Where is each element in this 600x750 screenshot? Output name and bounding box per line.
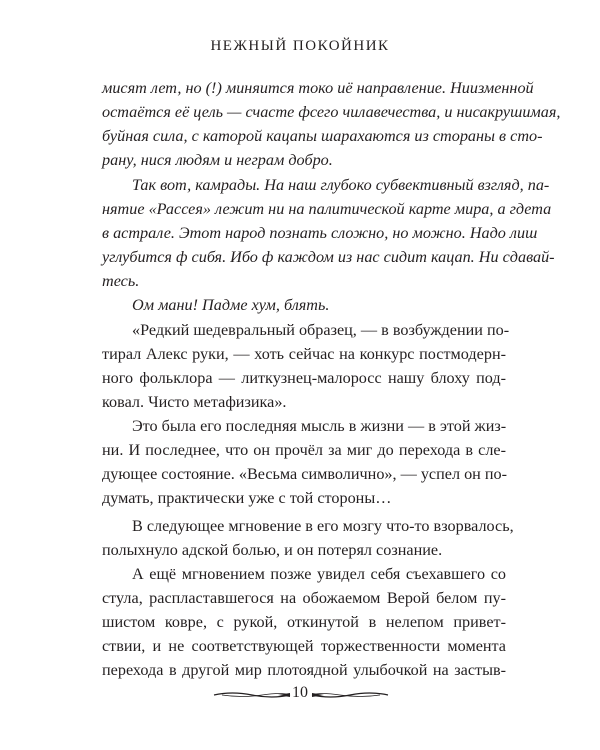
text-line: думать, практически уже с той стороны… <box>102 489 392 507</box>
paragraph-6 <box>102 514 514 562</box>
text-line: шистом ковре, с рукой, откинутой в нелепом привет- <box>102 613 506 631</box>
text-line: Это была его последняя мысль в жизни — в этой жиз- <box>132 417 507 435</box>
text-line: в астрале. Этот народ познать сложно, но можно. Надо лиш <box>102 224 538 242</box>
paragraph-2 <box>102 173 555 293</box>
text-line: В следующее мгновение в его мозгу что-то взорвалось, <box>132 517 514 535</box>
text-line: дующее состояние. «Весьма символично», — успел он по- <box>102 465 508 483</box>
text-line: ствии, и не соответствующей торжественности момента <box>102 637 506 655</box>
text-line: ни. И последнее, что он прочёл за миг до перехода в сле- <box>102 441 506 459</box>
decorative-swash-icon <box>310 690 390 700</box>
text-line: буйная сила, с каторой кацапы шарахаются из стораны в сто- <box>102 127 543 145</box>
text-line: мисят лет, но (!) миняится токо иё направление. Ниизменной <box>102 79 534 97</box>
text-line: перехода в другой мир плотоядной улыбочкой на застыв- <box>102 661 506 679</box>
text-line: Так вот, камрады. На наш глубоко субвективный взгляд, па- <box>132 176 550 194</box>
page-number: 10 <box>292 684 308 701</box>
text-line: «Редкий шедевральный образец, — в возбуждении по- <box>132 321 510 339</box>
text-line: тирал Алекс руки, — хоть сейчас на конкурс постмодерн- <box>102 345 506 363</box>
paragraph-5 <box>102 414 506 510</box>
paragraph-4 <box>102 318 510 414</box>
running-header: НЕЖНЫЙ ПОКОЙНИК <box>210 38 390 54</box>
text-line: А ещё мгновением позже увидел себя съехавшего со <box>132 565 506 583</box>
text-line: ного фольклора — литкузнец-малоросс нашу блоху под- <box>102 369 506 387</box>
text-line: стула, распластавшегося на обожаемом Верой белом пу- <box>102 589 506 607</box>
text-line: остаётся её цель — счасте фсего чилавечества, и нисакрушимая, <box>102 103 561 121</box>
text-line: углубится ф сибя. Ибо ф каждом из нас сидит кацап. Ни сдавай- <box>102 248 555 266</box>
paragraph-3 <box>102 293 506 317</box>
text-line: рану, нися людям и неграм добро. <box>102 151 333 169</box>
text-line: Ом мани! Падме хум, блять. <box>132 296 330 314</box>
page-footer <box>0 682 600 706</box>
text-line: нятие «Рассея» лежит ни на палитической карте мира, а гдета <box>102 200 552 218</box>
text-line: тесь. <box>102 272 140 290</box>
paragraph-7 <box>102 562 506 682</box>
paragraph-1 <box>102 76 561 172</box>
text-line: ковал. Чисто метафизика». <box>102 393 287 411</box>
text-line: полыхнуло адской болью, и он потерял сознание. <box>102 541 443 559</box>
